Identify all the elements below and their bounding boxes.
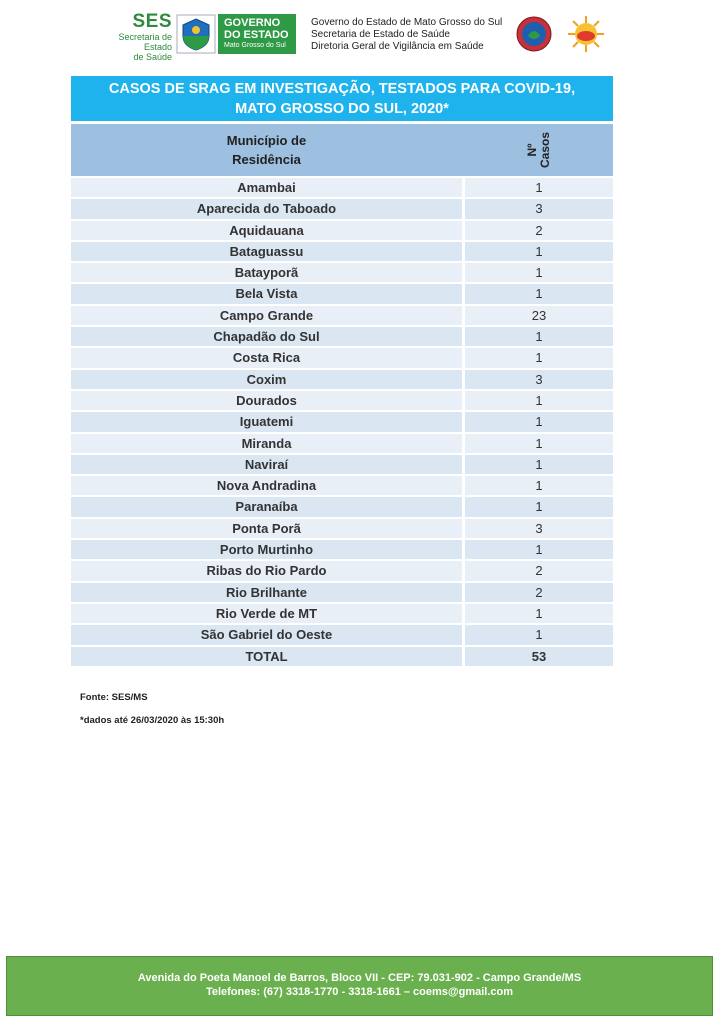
date-note: *dados até 26/03/2020 às 15:30h (80, 715, 225, 726)
casos-cell: 3 (465, 519, 613, 538)
casos-cell: 1 (465, 412, 613, 431)
total-label: TOTAL (71, 647, 462, 666)
table-title-line-1: CASOS DE SRAG EM INVESTIGAÇÃO, TESTADOS PARA COVID-19, (108, 81, 576, 97)
ses-logo-title: SES (132, 11, 172, 32)
casos-cell: 1 (465, 455, 613, 474)
org-line-3: Diretoria Geral de Vigilância em Saúde (311, 41, 484, 52)
footer-address: Avenida do Poeta Manoel de Barros, Bloco VII - CEP: 79.031-902 - Campo Grande/MS (137, 972, 582, 984)
municipio-cell: Amambai (71, 178, 462, 197)
cases-table (71, 124, 613, 668)
table-row (71, 327, 613, 346)
table-row (71, 242, 613, 261)
vigilancia-seal-icon (516, 16, 552, 52)
municipio-cell: Paranaíba (71, 497, 462, 516)
municipio-cell: Campo Grande (71, 306, 462, 325)
column-header-casos-line-2: Casos (538, 131, 552, 169)
column-header-casos (465, 124, 613, 176)
table-row (71, 391, 613, 410)
table-row (71, 604, 613, 623)
municipio-cell: Aquidauana (71, 221, 462, 240)
ses-logo-sub-2: de Saúde (133, 52, 172, 62)
table-row (71, 540, 613, 559)
total-row (71, 647, 613, 666)
table-row (71, 625, 613, 644)
table-row (71, 561, 613, 580)
municipio-cell: Coxim (71, 370, 462, 389)
coems-sun-logo-icon (566, 14, 606, 54)
casos-cell: 1 (465, 476, 613, 495)
municipio-cell: Aparecida do Taboado (71, 199, 462, 218)
page-footer (6, 956, 713, 1016)
table-row (71, 199, 613, 218)
table-row (71, 370, 613, 389)
casos-cell: 1 (465, 263, 613, 282)
table-row (71, 263, 613, 282)
table-row (71, 221, 613, 240)
table-body (71, 178, 613, 666)
municipio-cell: Costa Rica (71, 348, 462, 367)
casos-cell: 1 (465, 434, 613, 453)
page-header (0, 10, 719, 62)
governo-logo (218, 14, 296, 54)
municipio-cell: Rio Verde de MT (71, 604, 462, 623)
table-title-line-2: MATO GROSSO DO SUL, 2020* (235, 101, 449, 117)
municipio-cell: Iguatemi (71, 412, 462, 431)
governo-line-3: Mato Grosso do Sul (224, 42, 286, 49)
casos-cell: 1 (465, 625, 613, 644)
casos-cell: 23 (465, 306, 613, 325)
governo-line-2: DO ESTADO (224, 29, 289, 41)
footer-phones: Telefones: (67) 3318-1770 - 3318-1661 – coems@gmail.com (205, 986, 514, 998)
municipio-cell: Porto Murtinho (71, 540, 462, 559)
municipio-cell: Ponta Porã (71, 519, 462, 538)
municipio-cell: Naviraí (71, 455, 462, 474)
casos-cell: 1 (465, 604, 613, 623)
casos-cell: 1 (465, 497, 613, 516)
table-row (71, 306, 613, 325)
table-row (71, 583, 613, 602)
municipio-cell: Nova Andradina (71, 476, 462, 495)
municipio-cell: Bataguassu (71, 242, 462, 261)
table-row (71, 178, 613, 197)
table-row (71, 412, 613, 431)
casos-cell: 1 (465, 242, 613, 261)
table-row (71, 476, 613, 495)
table-row (71, 519, 613, 538)
casos-cell: 1 (465, 327, 613, 346)
table-header (71, 124, 613, 176)
municipio-cell: Miranda (71, 434, 462, 453)
municipio-cell: Bela Vista (71, 284, 462, 303)
table-row (71, 434, 613, 453)
table-row (71, 284, 613, 303)
casos-cell: 1 (465, 348, 613, 367)
ses-logo-sub-1: Secretaria de Estado (118, 32, 172, 52)
municipio-cell: Ribas do Rio Pardo (71, 561, 462, 580)
municipio-cell: Rio Brilhante (71, 583, 462, 602)
casos-cell: 3 (465, 370, 613, 389)
column-header-municipio-line-2: Residência (232, 152, 301, 167)
casos-cell: 1 (465, 391, 613, 410)
total-value: 53 (465, 647, 613, 666)
ses-logo (92, 12, 172, 62)
column-header-municipio (71, 124, 462, 176)
org-line-2: Secretaria de Estado de Saúde (311, 29, 450, 40)
casos-cell: 2 (465, 583, 613, 602)
table-row (71, 455, 613, 474)
casos-cell: 1 (465, 178, 613, 197)
governo-line-1: GOVERNO (224, 17, 281, 29)
table-row (71, 497, 613, 516)
table-row (71, 348, 613, 367)
municipio-cell: Chapadão do Sul (71, 327, 462, 346)
casos-cell: 3 (465, 199, 613, 218)
casos-cell: 2 (465, 561, 613, 580)
column-header-municipio-line-1: Município de (226, 133, 307, 148)
municipio-cell: Batayporã (71, 263, 462, 282)
org-line-1: Governo do Estado de Mato Grosso do Sul (311, 17, 503, 28)
column-header-casos-line-1: Nº (525, 143, 539, 157)
table-title (71, 76, 613, 121)
casos-cell: 2 (465, 221, 613, 240)
municipio-cell: São Gabriel do Oeste (71, 625, 462, 644)
municipio-cell: Dourados (71, 391, 462, 410)
state-crest-icon (176, 14, 216, 54)
source-note: Fonte: SES/MS (80, 692, 148, 703)
organization-lines (311, 17, 502, 53)
casos-cell: 1 (465, 540, 613, 559)
casos-cell: 1 (465, 284, 613, 303)
